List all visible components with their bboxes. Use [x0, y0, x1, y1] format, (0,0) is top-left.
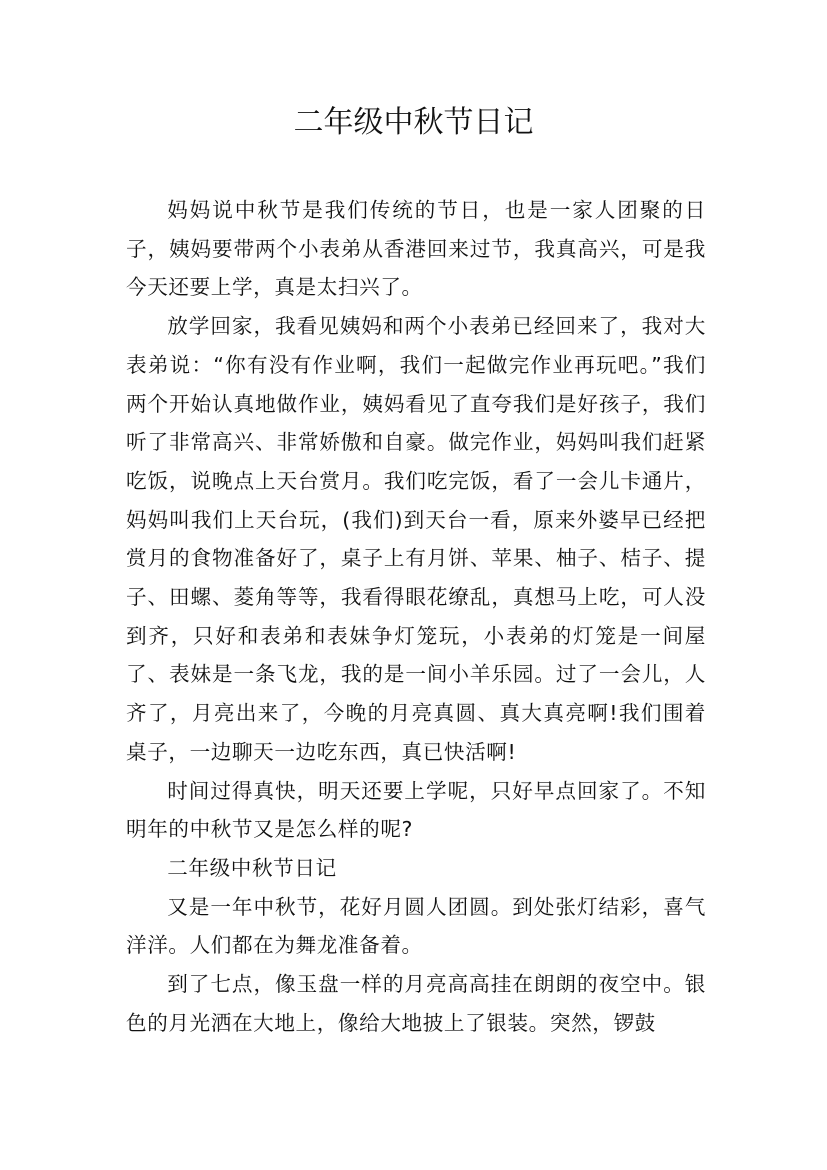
paragraph-2: 放学回家，我看见姨妈和两个小表弟已经回来了，我对大表弟说：“你有没有作业啊，我们一起做完作业再玩吧。”我们两个开始认真地做作业，姨妈看见了直夸我们是好孩子，我们听了非常高兴、非常娇傲和自豪。做完作业，妈妈叫我们赶紧吃饭，说晚点上天台赏月。我们吃完饭，看了一会儿卡通片，妈妈叫我们上天台玩，(我们)到天台一看，原来外婆早已经把赏月的食物准备好了，桌子上有月饼、苹果、柚子、桔子、提子、田螺、菱角等等，我看得眼花缭乱，真想马上吃，可人没到齐，只好和表弟和表妹争灯笼玩，小表弟的灯笼是一间屋了、表妹是一条飞龙，我的是一间小羊乐园。过了一会儿，人齐了，月亮出来了，今晚的月亮真圆、真大真亮啊!我们围着桌子，一边聊天一边吃东西，真已快活啊!: [126, 314, 706, 764]
paragraph-1: 妈妈说中秋节是我们传统的节日，也是一家人团聚的日子，姨妈要带两个小表弟从香港回来过节，我真高兴，可是我今天还要上学，真是太扫兴了。: [126, 198, 706, 300]
paragraph-5: 到了七点，像玉盘一样的月亮高高挂在朗朗的夜空中。银色的月光洒在大地上，像给大地披上了银装。突然，锣鼓: [126, 972, 706, 1035]
paragraph-3: 时间过得真快，明天还要上学呢，只好早点回家了。不知明年的中秋节又是怎么样的呢?: [126, 778, 706, 842]
section-heading: 二年级中秋节日记: [167, 855, 337, 880]
document-title: 二年级中秋节日记: [293, 105, 534, 140]
paragraph-4: 又是一年中秋节，花好月圆人团圆。到处张灯结彩，喜气洋洋。人们都在为舞龙准备着。: [126, 894, 706, 958]
document-body: [126, 191, 706, 1042]
